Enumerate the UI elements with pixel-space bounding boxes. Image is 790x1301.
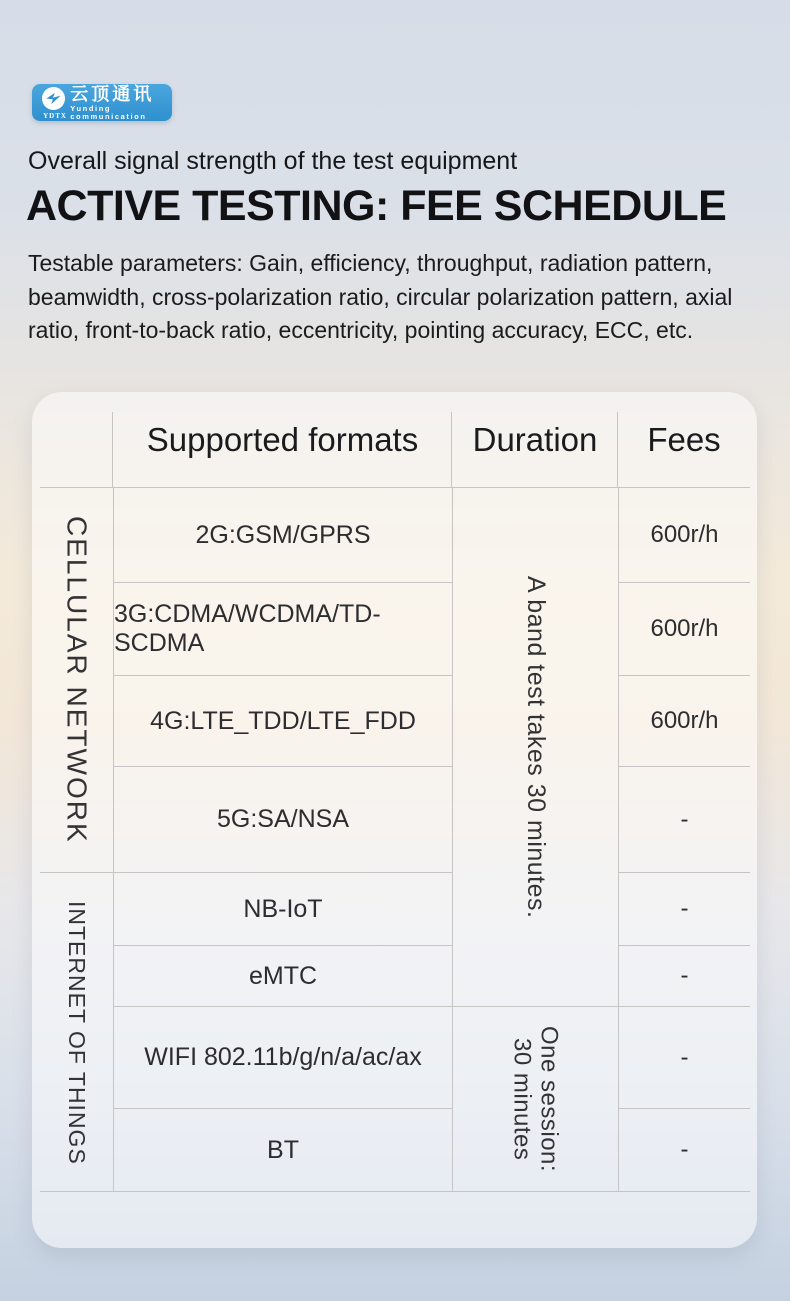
group-label-text: CELLULAR NETWORK xyxy=(61,516,93,844)
fee-cell-5g: - xyxy=(618,767,750,873)
group-label-cellular-network xyxy=(40,488,113,873)
fee-cell-emtc: - xyxy=(618,946,750,1007)
group-label-text: INTERNET OF THINGS xyxy=(64,900,90,1165)
fee-cell-3g: 600r/h xyxy=(618,583,750,676)
fee-cell-wifi: - xyxy=(618,1007,750,1109)
page-description: Testable parameters: Gain, efficiency, throughput, radiation pattern, beamwidth, cross-polarization ratio, circular polarization pattern, axial ratio, front-to-back ratio, eccentricity, pointing accuracy, ECC, etc. xyxy=(28,250,733,343)
fee-table xyxy=(40,392,750,1192)
format-cell-3g: 3G:CDMA/WCDMA/TD-SCDMA xyxy=(113,583,452,676)
fee-table-card xyxy=(32,392,757,1248)
logo-badge: YDTX xyxy=(43,112,67,120)
header-spacer xyxy=(40,392,113,488)
format-cell-emtc: eMTC xyxy=(113,946,452,1007)
duration-text xyxy=(509,1026,563,1172)
fee-cell-2g: 600r/h xyxy=(618,488,750,583)
logo-text xyxy=(70,85,172,120)
format-cell-wifi: WIFI 802.11b/g/n/a/ac/ax xyxy=(113,1007,452,1109)
group-label-internet-of-things xyxy=(40,873,113,1192)
format-cell-4g: 4G:LTE_TDD/LTE_FDD xyxy=(113,676,452,767)
format-cell-bt: BT xyxy=(113,1109,452,1192)
column-header-formats: Supported formats xyxy=(113,392,452,488)
logo-icon-wrap xyxy=(40,84,65,121)
fee-cell-4g: 600r/h xyxy=(618,676,750,767)
format-cell-nbiot: NB-IoT xyxy=(113,873,452,946)
logo xyxy=(32,84,172,121)
duration-cell-band-test xyxy=(452,488,618,1007)
logo-icon xyxy=(42,87,65,110)
column-header-fees: Fees xyxy=(618,392,750,488)
column-header-duration: Duration xyxy=(452,392,618,488)
duration-cell-session xyxy=(452,1007,618,1192)
page-subtitle: Overall signal strength of the test equipment xyxy=(28,147,518,175)
fee-cell-nbiot: - xyxy=(618,873,750,946)
page-title: ACTIVE TESTING: FEE SCHEDULE xyxy=(26,182,727,230)
duration-text: A band test takes 30 minutes. xyxy=(522,575,550,919)
logo-subtitle-en: Yunding communication xyxy=(70,104,147,121)
format-cell-5g: 5G:SA/NSA xyxy=(113,767,452,873)
fee-cell-bt: - xyxy=(618,1109,750,1192)
format-cell-2g: 2G:GSM/GPRS xyxy=(113,488,452,583)
duration-text-line2: 30 minutes xyxy=(508,1037,536,1161)
logo-title-cn: 云顶通讯 xyxy=(70,84,155,104)
duration-text-line1: One session: xyxy=(535,1025,563,1173)
